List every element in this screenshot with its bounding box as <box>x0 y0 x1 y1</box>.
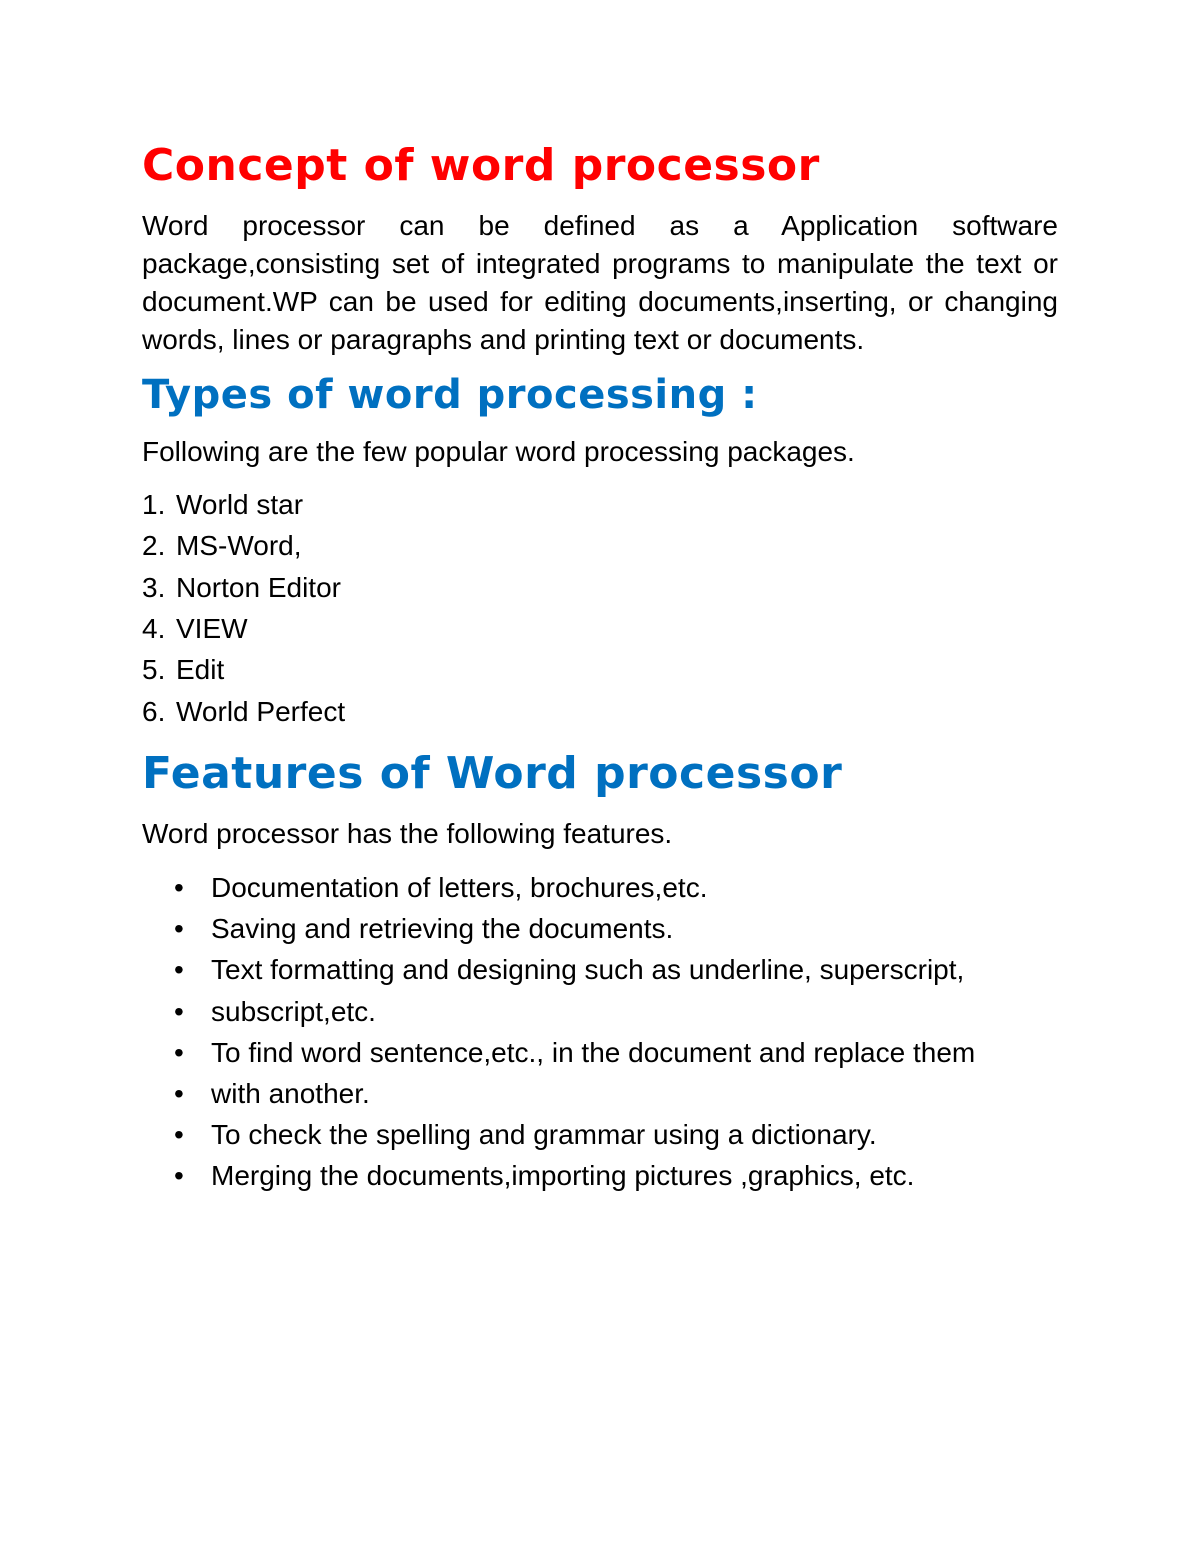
list-number: 4. <box>142 613 166 645</box>
features-intro: Word processor has the following features. <box>142 818 673 850</box>
list-item <box>142 867 1058 908</box>
list-item <box>142 991 1058 1032</box>
types-intro: Following are the few popular word processing packages. <box>142 435 855 467</box>
list-item <box>142 608 1058 649</box>
list-item-text: VIEW <box>176 613 248 645</box>
list-item <box>142 908 1058 949</box>
list-item-text: Documentation of letters, brochures,etc. <box>211 872 708 904</box>
list-item-text: World Perfect <box>176 695 346 727</box>
list-item <box>142 567 1058 608</box>
list-item <box>142 1032 1058 1073</box>
features-list <box>142 867 1058 1197</box>
bullet-icon: • <box>174 872 184 904</box>
bullet-icon: • <box>174 913 184 945</box>
list-item-text: subscript,etc. <box>211 995 376 1027</box>
list-item <box>142 649 1058 690</box>
document-content <box>142 140 1058 1197</box>
bullet-icon: • <box>174 1078 184 1110</box>
list-item-text: To find word sentence,etc., in the document and replace them <box>211 1036 976 1068</box>
bullet-icon: • <box>174 1036 184 1068</box>
bullet-icon: • <box>174 954 184 986</box>
list-item <box>142 949 1058 990</box>
concept-paragraph: Word processor can be defined as a Application software package,consisting set of integrated programs to manipulate the text or document.WP can be used for editing documents,inserting, or changing words, lines or paragraphs and printing text or documents. <box>142 209 1058 355</box>
list-item <box>142 691 1058 732</box>
list-item <box>142 1155 1058 1196</box>
bullet-icon: • <box>174 1119 184 1151</box>
list-item-text: Text formatting and designing such as underline, superscript, <box>211 954 965 986</box>
list-item <box>142 484 1058 525</box>
types-list <box>142 484 1058 732</box>
list-number: 5. <box>142 654 166 686</box>
list-item-text: World star <box>176 488 304 520</box>
list-number: 6. <box>142 695 166 727</box>
list-item <box>142 525 1058 566</box>
list-item-text: MS-Word, <box>176 530 302 562</box>
concept-heading: Concept of word processor <box>142 140 820 191</box>
list-item-text: Merging the documents,importing pictures ,graphics, etc. <box>211 1160 915 1192</box>
list-item-text: Edit <box>176 654 225 686</box>
list-item <box>142 1073 1058 1114</box>
list-number: 2. <box>142 530 166 562</box>
list-number: 1. <box>142 488 166 520</box>
list-item-text: Norton Editor <box>176 571 341 603</box>
list-item-text: To check the spelling and grammar using a dictionary. <box>211 1119 877 1151</box>
list-item-text: with another. <box>211 1078 370 1110</box>
list-item <box>142 1114 1058 1155</box>
types-heading: Types of word processing : <box>142 371 758 418</box>
list-number: 3. <box>142 571 166 603</box>
features-heading: Features of Word processor <box>142 748 843 800</box>
bullet-icon: • <box>174 1160 184 1192</box>
bullet-icon: • <box>174 995 184 1027</box>
list-item-text: Saving and retrieving the documents. <box>211 913 674 945</box>
